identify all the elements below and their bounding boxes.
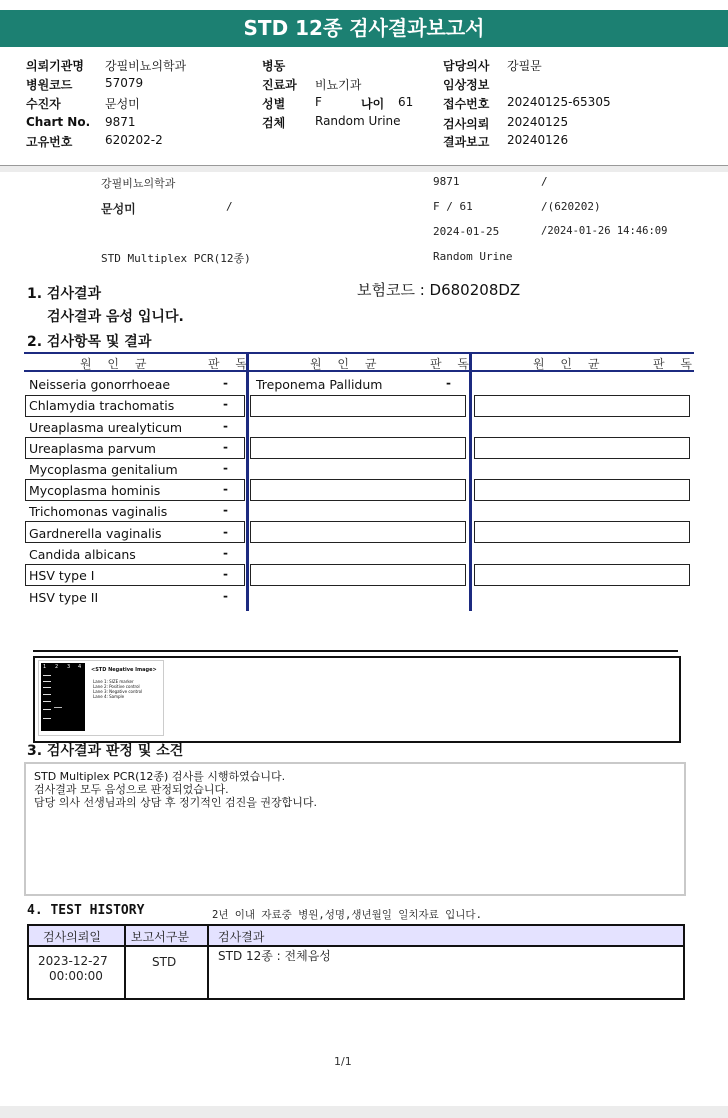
germ-name: Gardnerella vaginalis [29, 526, 162, 541]
lane-number: 1 [43, 664, 47, 670]
chart-value: 9871 [105, 115, 136, 129]
history-date: 2023-12-27 [38, 954, 108, 968]
section3-heading: 3. 검사결과 판정 및 소견 [27, 743, 184, 759]
germ-name: Ureaplasma urealyticum [29, 420, 183, 435]
gel-title: <STD Negative Image> [91, 667, 157, 673]
age-label: 나이 [361, 97, 385, 111]
doctor-label: 담당의사 [443, 59, 490, 73]
insurance-code: 보험코드 : D680208DZ [357, 281, 521, 299]
gel-legend: Lane 1: SIZE marker [93, 679, 134, 684]
sub-specimen: Random Urine [433, 250, 513, 263]
image-top-rule [33, 650, 678, 652]
report-title: STD 12종 검사결과보고서 [0, 10, 728, 47]
sex-label: 성별 [262, 97, 286, 111]
germ-name: Ureaplasma parvum [29, 441, 156, 456]
gel-legend: Lane 3: Negative control [93, 689, 143, 694]
history-header [29, 926, 683, 947]
gel-legend: Lane 4: Sample [93, 694, 125, 699]
row-box [250, 564, 466, 586]
germ-result: - [223, 440, 228, 454]
row-box [474, 437, 690, 459]
germ-result: - [223, 376, 228, 390]
col-germ-3: 원 인 균 [533, 357, 606, 371]
history-col-date: 검사의뢰일 [43, 930, 101, 944]
col-germ-1: 원 인 균 [80, 357, 153, 371]
code-value: 57079 [105, 76, 144, 90]
germ-name: Mycoplasma genitalium [29, 462, 178, 477]
age-value: 61 [398, 95, 414, 109]
section1-heading: 1. 검사결과 [27, 286, 102, 302]
unique-label: 고유번호 [26, 135, 73, 149]
report-value: 20240126 [507, 133, 569, 147]
receipt-value: 20240125-65305 [507, 95, 611, 109]
germ-name: Chlamydia trachomatis [29, 398, 175, 413]
sub-hospital: 강필비뇨의학과 [101, 177, 176, 190]
germ-result: - [223, 461, 228, 475]
col-judge-3: 판 독 [653, 357, 698, 371]
section4-heading: 4. TEST HISTORY [27, 903, 145, 918]
col-judge-2: 판 독 [430, 357, 475, 371]
request-value: 20240125 [507, 115, 569, 129]
germ-result: - [223, 546, 228, 560]
page-footer [0, 1106, 728, 1118]
code-label: 병원코드 [26, 78, 73, 92]
sub-test-name: STD Multiplex PCR(12종) [101, 252, 251, 265]
lane-number: 2 [55, 664, 59, 670]
germ-name: Trichomonas vaginalis [29, 504, 168, 519]
sub-sex-age: F / 61 [433, 200, 473, 213]
opinion-line: 검사결과 모두 음성으로 판정되었습니다. [34, 783, 229, 796]
germ-name: Treponema Pallidum [256, 377, 383, 392]
header-divider [0, 166, 728, 172]
section1-result: 검사결과 음성 입니다. [47, 309, 184, 325]
germ-result: - [223, 482, 228, 496]
germ-name: Candida albicans [29, 547, 136, 562]
request-label: 검사의뢰 [443, 117, 490, 131]
row-box [250, 437, 466, 459]
column-divider-1 [246, 353, 249, 611]
top-strip [0, 0, 728, 10]
patient-value: 문성미 [105, 97, 140, 111]
dept-label: 진료과 [262, 78, 297, 92]
germ-name: HSV type II [29, 590, 99, 605]
sub-report-datetime: /2024-01-26 14:46:09 [541, 225, 668, 237]
row-box [250, 395, 466, 417]
patient-header [0, 49, 728, 166]
gel-lanes [41, 663, 85, 731]
column-divider-2 [469, 353, 472, 611]
specimen-value: Random Urine [315, 114, 401, 128]
history-col-result: 검사결과 [218, 930, 265, 944]
germ-result: - [223, 567, 228, 581]
hospital-value: 강필비뇨의학과 [105, 59, 187, 73]
row-box [474, 479, 690, 501]
sub-chart: 9871 [433, 175, 460, 188]
opinion-line: 담당 의사 선생님과의 상담 후 정기적인 검진을 권장합니다. [34, 796, 317, 809]
germ-result: - [223, 397, 228, 411]
specimen-label: 검체 [262, 116, 286, 130]
patient-label: 수진자 [26, 97, 61, 111]
row-box [474, 521, 690, 543]
history-note: 2년 이내 자료중 병원,성명,생년월일 일치자료 입니다. [212, 909, 482, 921]
germ-result: - [223, 419, 228, 433]
sex-value: F [315, 95, 322, 109]
row-box [250, 479, 466, 501]
chart-label: Chart No. [26, 115, 91, 129]
history-type: STD [152, 955, 177, 969]
unique-value: 620202-2 [105, 133, 163, 147]
row-box [250, 521, 466, 543]
germ-result: - [446, 376, 451, 390]
lane-number: 4 [78, 664, 82, 670]
col-germ-2: 원 인 균 [310, 357, 383, 371]
sub-patient: 문성미 [101, 202, 136, 216]
clinical-label: 임상정보 [443, 78, 490, 92]
history-time: 00:00:00 [49, 969, 103, 983]
hospital-label: 의뢰기관명 [26, 59, 84, 73]
row-box [474, 564, 690, 586]
history-table [27, 924, 685, 1000]
row-box [474, 395, 690, 417]
gel-legend: Lane 2: Positive control [93, 684, 140, 689]
germ-name: Neisseria gonorrhoeae [29, 377, 171, 392]
doctor-value: 강필문 [507, 59, 542, 73]
history-result: STD 12종 : 전체음성 [218, 949, 331, 963]
germ-result: - [223, 503, 228, 517]
section2-heading: 2. 검사항목 및 결과 [27, 334, 152, 350]
table-top-rule [24, 352, 694, 354]
opinion-box [24, 762, 686, 896]
receipt-label: 접수번호 [443, 97, 490, 111]
col-judge-1: 판 독 [208, 357, 253, 371]
sub-slash: / [541, 175, 548, 188]
germ-result: - [223, 589, 228, 603]
sub-patient-slash: / [226, 200, 233, 213]
germ-name: HSV type I [29, 568, 95, 583]
germ-name: Mycoplasma hominis [29, 483, 161, 498]
gel-image [38, 660, 164, 736]
sub-request-date: 2024-01-25 [433, 225, 500, 238]
report-label: 결과보고 [443, 135, 490, 149]
opinion-line: STD Multiplex PCR(12종) 검사를 시행하였습니다. [34, 770, 286, 783]
sub-unique: /(620202) [541, 200, 601, 213]
history-col-type: 보고서구분 [131, 930, 189, 944]
lane-number: 3 [67, 664, 71, 670]
dept-value: 비뇨기과 [315, 78, 362, 92]
page-number: 1/1 [334, 1055, 352, 1068]
germ-result: - [223, 525, 228, 539]
ward-label: 병동 [262, 59, 286, 73]
